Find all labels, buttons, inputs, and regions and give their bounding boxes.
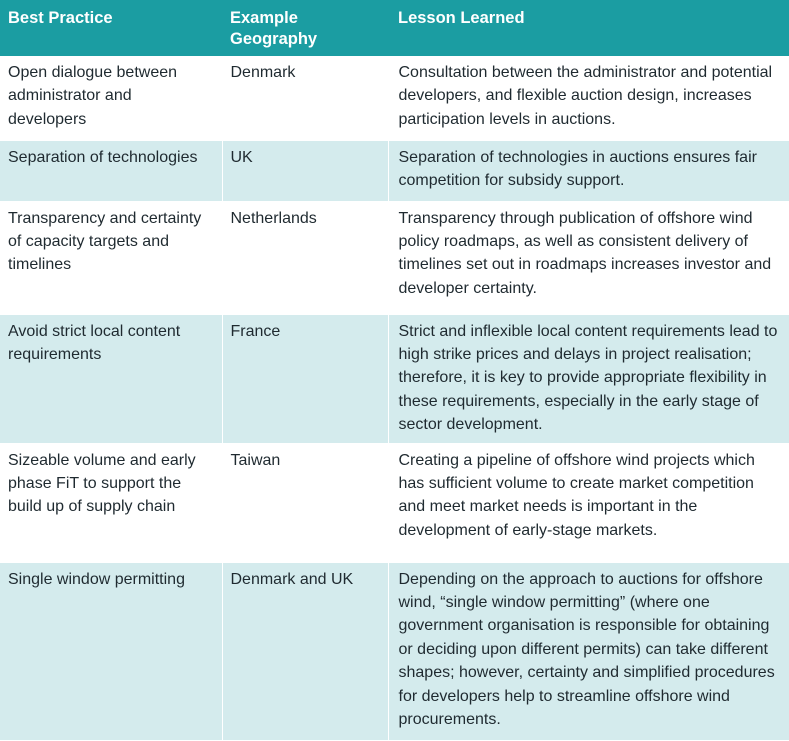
table-body	[0, 56, 789, 740]
lesson-cell: Strict and inflexible local content requirements lead to high strike prices and delays in project realisation; therefore, it is key to provide appropriate flexibility in these requirements, especially in the early stage of sector development.	[398, 322, 778, 434]
header-example-geography: Example Geography	[230, 9, 318, 48]
lesson-cell: Transparency through publication of offshore wind policy roadmaps, as well as consistent delivery of timelines set out in roadmaps increases investor and developer certainty.	[398, 209, 772, 297]
lesson-cell: Depending on the approach to auctions for offshore wind, “single window permitting” (where one government organisation is responsible for obtaining or deciding upon different permits) can take different shapes; however, certainty and simplified procedures for developers help to streamline offshore wind procurements.	[398, 570, 775, 728]
geography-cell: Netherlands	[222, 201, 388, 314]
table-row	[0, 562, 789, 740]
table-row	[0, 314, 789, 443]
geography-cell: Taiwan	[222, 443, 388, 562]
header-row	[0, 0, 789, 56]
table-row	[0, 56, 789, 140]
practice-cell: Separation of technologies	[0, 140, 222, 201]
table-header	[0, 0, 789, 56]
geography-cell: UK	[222, 140, 388, 201]
practice-cell: Single window permitting	[0, 562, 222, 740]
practice-cell: Open dialogue between administrator and developers	[0, 56, 222, 140]
lesson-cell: Consultation between the administrator and potential developers, and flexible auction design, increases participation levels in auctions.	[398, 64, 773, 128]
table-row	[0, 140, 789, 201]
geography-cell: France	[222, 314, 388, 443]
practice-cell: Transparency and certainty of capacity targets and timelines	[0, 201, 222, 314]
practice-cell: Sizeable volume and early phase FiT to support the build up of supply chain	[0, 443, 222, 562]
geography-cell: Denmark and UK	[222, 562, 388, 740]
geography-cell: Denmark	[222, 56, 388, 140]
lesson-cell: Creating a pipeline of offshore wind projects which has sufficient volume to create market competition and meet market needs is important in the development of early-stage markets.	[398, 451, 755, 539]
header-lesson-learned: Lesson Learned	[398, 9, 525, 27]
lesson-cell: Separation of technologies in auctions ensures fair competition for subsidy support.	[398, 148, 757, 189]
table-row	[0, 201, 789, 314]
table-row	[0, 443, 789, 562]
practice-cell: Avoid strict local content requirements	[0, 314, 222, 443]
header-best-practice: Best Practice	[8, 9, 113, 27]
